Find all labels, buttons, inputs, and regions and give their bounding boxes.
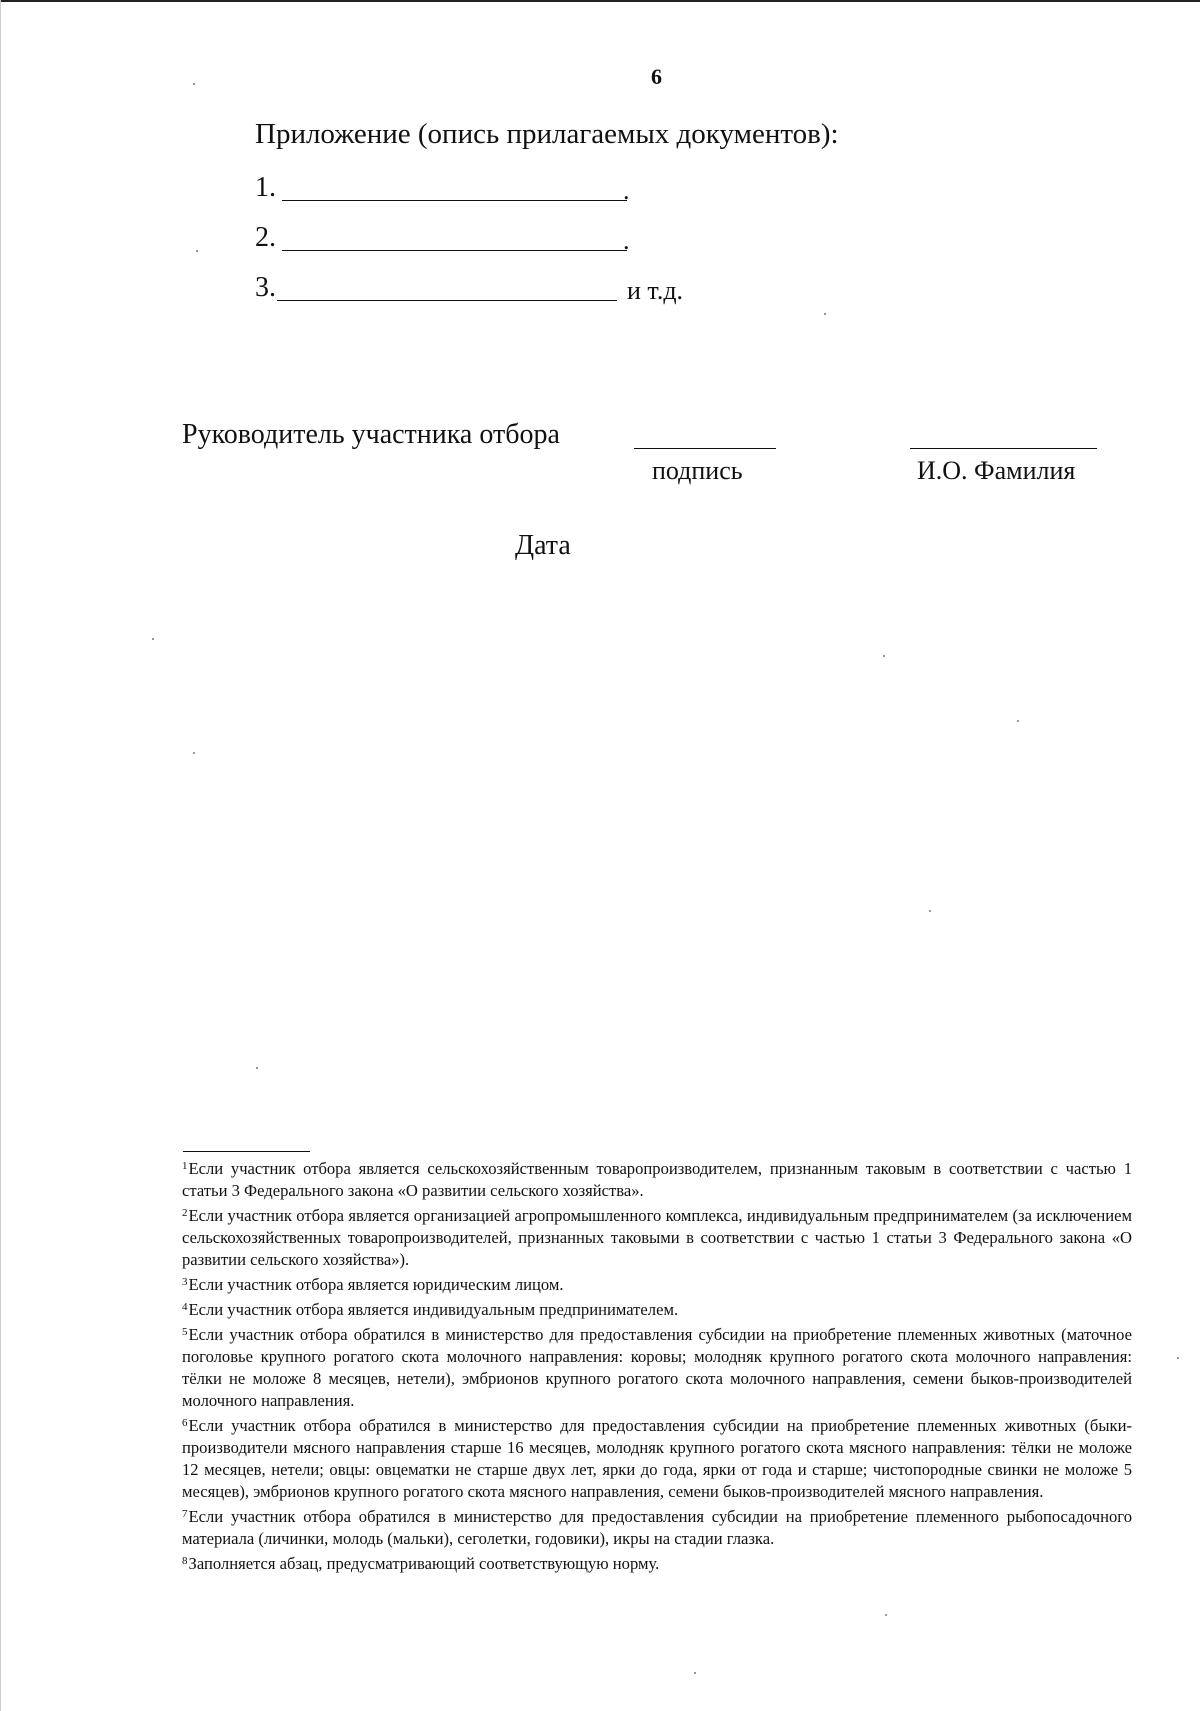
signature-caption: подпись [652,456,743,485]
signature-blank [634,448,776,449]
footnote-mark: 6 [182,1417,188,1429]
name-blank [910,448,1097,449]
scan-speck [694,1672,696,1674]
scan-speck [929,910,931,912]
footnote [182,1296,1132,1321]
scan-speck [885,1614,887,1616]
attachment-item-blank [282,200,627,201]
attachment-item-terminator: . [623,176,630,205]
footnote-mark: 2 [182,1207,188,1219]
footnote-mark: 1 [182,1160,188,1172]
footnote [182,1202,1132,1271]
footnote-text: Если участник отбора обратился в министерство для предоставления субсидии на приобретение племенных животных (маточное поголовье крупного рогатого скота молочного направления: коровы; молодняк крупного рогатого скота молочного направления: тёлки не моложе 8 месяцев, нетели), эмбрионов крупного рогатого скота молочного направления, семени быков-производителей молочного направления. [182,1325,1132,1410]
scan-speck [152,638,154,640]
date-label: Дата [515,530,571,561]
footnote-mark: 5 [182,1326,188,1338]
footnote-text: Если участник отбора является индивидуальным предпринимателем. [188,1300,679,1319]
footnote-mark: 4 [182,1301,188,1313]
footnote [182,1412,1132,1503]
footnote-text: Если участник отбора является организацией агропромышленного комплекса, индивидуальным предпринимателем (за исключением сельскохозяйственных товаропроизводителей, признанных таковыми в соответствии с частью 1 статьи 3 Федерального закона «О развитии сельского хозяйства»). [182,1206,1132,1269]
footnote [182,1550,1132,1575]
scan-speck [193,83,195,85]
footnotes [182,1155,1132,1575]
scan-speck [1177,1357,1179,1359]
attachment-heading: Приложение (опись прилагаемых документов): [255,118,839,150]
footnote [182,1155,1132,1202]
scan-left-border [0,0,1,1711]
footnote-text: Если участник отбора является юридическим лицом. [188,1275,564,1294]
attachment-item-terminator: и т.д. [627,276,684,305]
attachment-item-number: 3. [255,272,276,303]
name-caption: И.О. Фамилия [917,456,1076,485]
scan-speck [193,752,195,754]
footnote [182,1503,1132,1550]
signatory-label: Руководитель участника отбора [182,419,560,450]
attachment-item-terminator: . [623,226,630,255]
footnote-separator [183,1151,310,1152]
scan-speck [256,1067,258,1069]
page-number: 6 [651,64,662,89]
footnote-mark: 7 [182,1508,188,1520]
attachment-item-blank [277,300,617,301]
footnote-text: Если участник отбора обратился в министерство для предоставления субсидии на приобретение племенных животных (быки-производители мясного направления старше 16 месяцев, молодняк крупного рогатого скота мясного направления: тёлки не моложе 12 месяцев, нетели; овцы: овцематки не старше двух лет, ярки до года, ярки от года и старше; чистопородные свинки не моложе 5 месяцев), эмбрионов крупного рогатого скота мясного направления, семени быков-производителей мясного направления. [182,1416,1132,1501]
scan-speck [824,313,826,315]
footnote [182,1271,1132,1296]
footnote-mark: 8 [182,1555,188,1567]
scan-top-border [0,0,1200,2]
footnote-mark: 3 [182,1276,188,1288]
footnote [182,1321,1132,1412]
footnote-text: Если участник отбора обратился в министерство для предоставления субсидии на приобретение племенного рыбопосадочного материала (личинки, молодь (мальки), сеголетки, годовики), икры на стадии глазка. [182,1507,1132,1548]
attachment-item-blank [282,250,627,251]
attachment-item-number: 1. [255,172,276,203]
attachment-item-number: 2. [255,222,276,253]
scan-speck [1017,720,1019,722]
scan-speck [883,655,885,657]
footnote-text: Заполняется абзац, предусматривающий соответствующую норму. [188,1554,660,1573]
scan-speck [196,250,198,252]
footnote-text: Если участник отбора является сельскохозяйственным товаропроизводителем, признанным таковым в соответствии с частью 1 статьи 3 Федерального закона «О развитии сельского хозяйства». [182,1159,1132,1200]
